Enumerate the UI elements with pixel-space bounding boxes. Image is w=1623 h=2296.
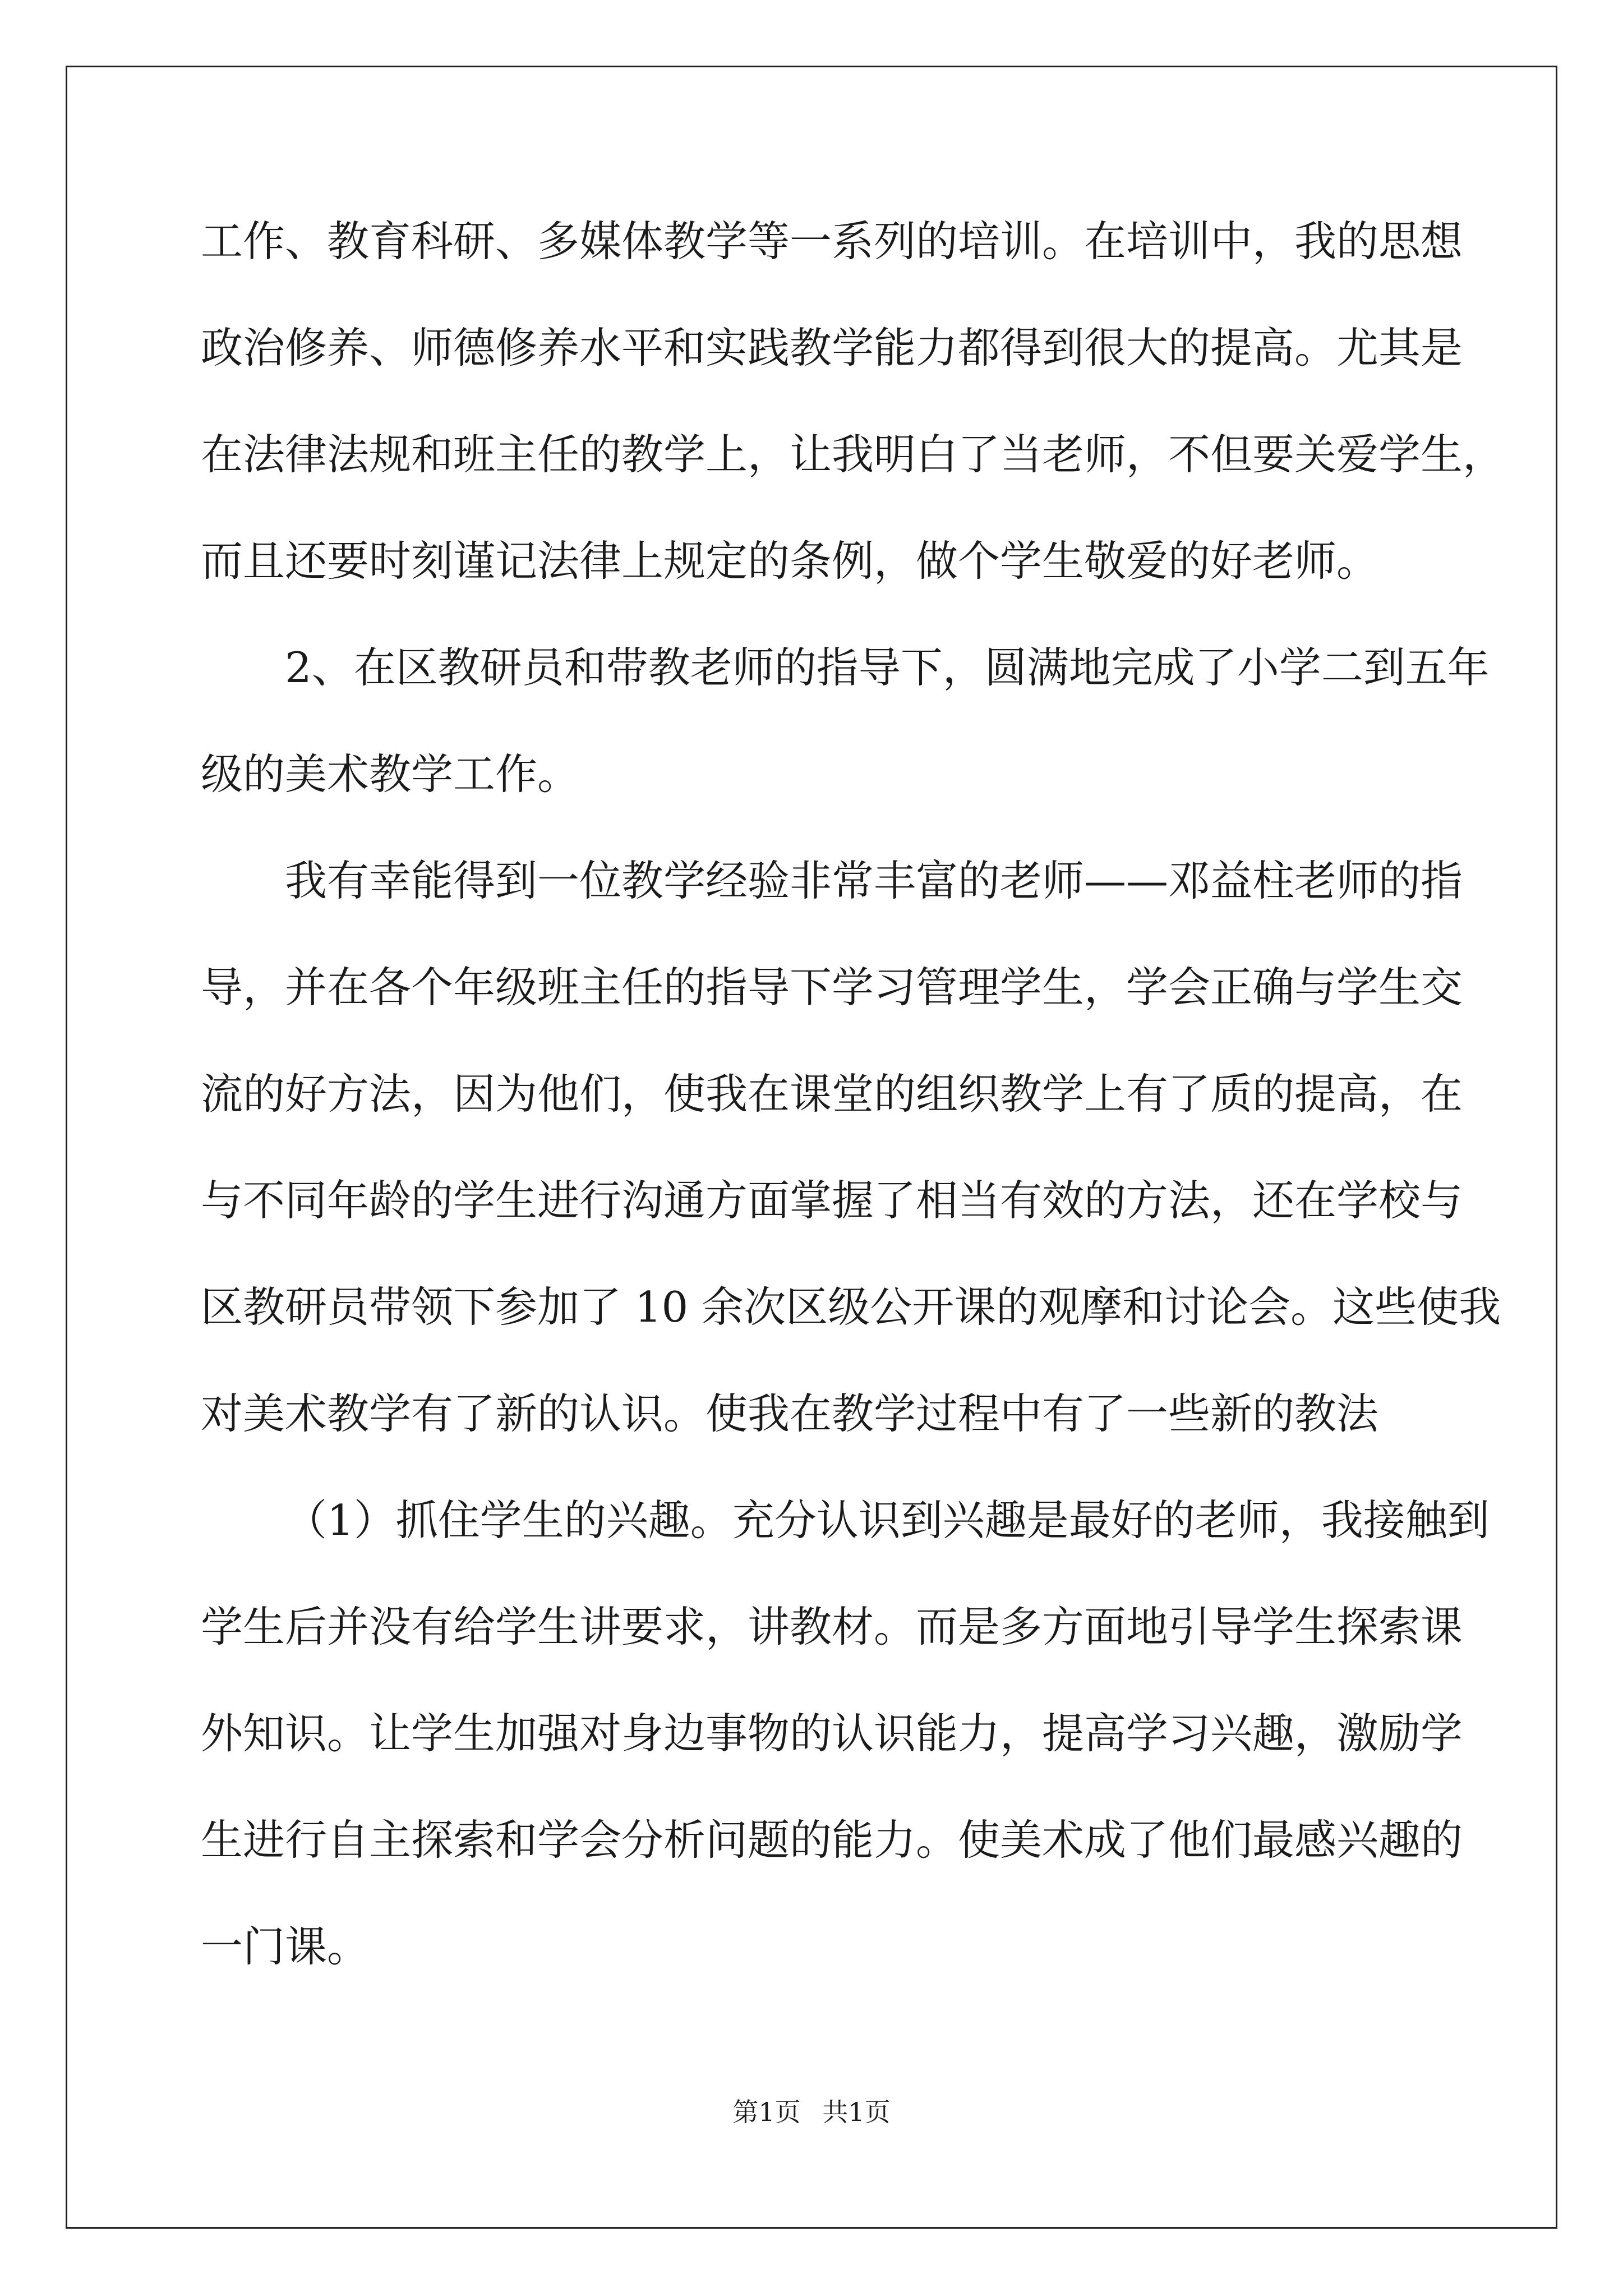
text-line: 导，并在各个年级班主任的指导下学习管理学生，学会正确与学生交 xyxy=(201,963,1463,1012)
text-line: 生进行自主探索和学会分析问题的能力。使美术成了他们最感兴趣的 xyxy=(201,1815,1463,1865)
text-line: 而且还要时刻谨记法律上规定的条例，做个学生敬爱的好老师。 xyxy=(201,536,1379,586)
text-line: 外知识。让学生加强对身边事物的认识能力，提高学习兴趣，激励学 xyxy=(201,1709,1463,1758)
text-line: 对美术教学有了新的认识。使我在教学过程中有了一些新的教法 xyxy=(201,1389,1379,1438)
text-line: 级的美术教学工作。 xyxy=(201,749,580,799)
paragraph-start-line: 我有幸能得到一位教学经验非常丰富的老师——邓益柱老师的指 xyxy=(285,856,1463,905)
text-line: 在法律法规和班主任的教学上，让我明白了当老师，不但要关爱学生， xyxy=(201,430,1505,479)
page-footer xyxy=(0,2095,1623,2129)
text-line: 与不同年龄的学生进行沟通方面掌握了相当有效的方法，还在学校与 xyxy=(201,1176,1463,1225)
text-line: 政治修养、师德修养水平和实践教学能力都得到很大的提高。尤其是 xyxy=(201,323,1463,372)
page-border xyxy=(66,66,1557,2229)
paragraph-start-line: 2、在区教研员和带教老师的指导下，圆满地完成了小学二到五年 xyxy=(285,643,1490,692)
text-line: 学生后并没有给学生讲要求，讲教材。而是多方面地引导学生探索课 xyxy=(201,1602,1463,1651)
paragraph-start-line: （1）抓住学生的兴趣。充分认识到兴趣是最好的老师，我接触到 xyxy=(285,1496,1490,1545)
page-total: 共1页 xyxy=(822,2097,891,2127)
text-line: 区教研员带领下参加了 10 余次区级公开课的观摩和讨论会。这些使我 xyxy=(201,1282,1501,1332)
text-line: 流的好方法，因为他们，使我在课堂的组织教学上有了质的提高，在 xyxy=(201,1069,1463,1119)
page-number: 第1页 xyxy=(732,2097,801,2127)
text-line: 工作、教育科研、多媒体教学等一系列的培训。在培训中，我的思想 xyxy=(201,217,1463,266)
text-line: 一门课。 xyxy=(201,1922,370,1971)
